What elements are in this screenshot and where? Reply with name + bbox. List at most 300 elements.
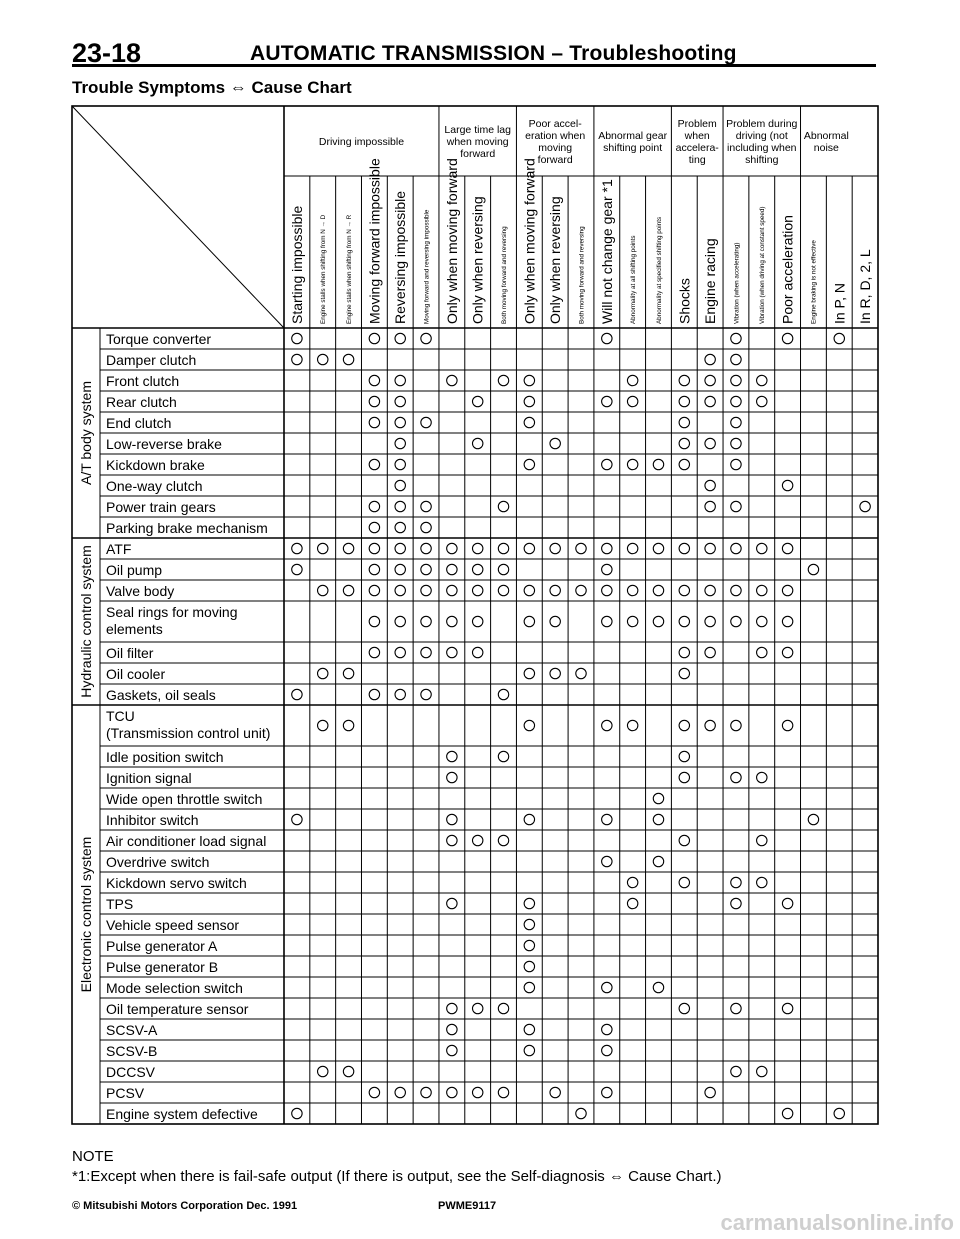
cause-mark [292, 333, 302, 343]
cause-row [106, 749, 690, 765]
cause-mark [421, 1087, 431, 1097]
cause-mark [292, 1108, 302, 1118]
row-label: Oil filter [106, 645, 154, 661]
cause-mark [343, 585, 353, 595]
cause-mark [447, 772, 457, 782]
cause-mark [782, 1003, 792, 1013]
cause-mark [602, 720, 612, 730]
column-header: Engine stalls when shifting from N → R [345, 214, 353, 324]
cause-mark [627, 877, 637, 887]
cause-mark [292, 814, 302, 824]
cause-mark [653, 856, 663, 866]
cause-mark [653, 459, 663, 469]
cause-mark [757, 835, 767, 845]
cause-mark [679, 375, 689, 385]
row-label: Air conditioner load signal [106, 833, 267, 849]
cause-mark [576, 1108, 586, 1118]
cause-mark [731, 772, 741, 782]
cause-row [106, 854, 664, 870]
cause-mark [602, 333, 612, 343]
cause-mark [653, 793, 663, 803]
cause-mark [627, 585, 637, 595]
cause-mark [395, 480, 405, 490]
cause-row [106, 687, 509, 703]
cause-row [106, 666, 690, 682]
column-header: Engine stalls when shifting from N → D [320, 214, 328, 324]
cause-mark [447, 543, 457, 553]
row-label: Low-reverse brake [106, 436, 222, 452]
cause-mark [757, 647, 767, 657]
group-header-line: shifting [745, 154, 779, 166]
cause-mark [627, 616, 637, 626]
cause-mark [550, 585, 560, 595]
row-label: Power train gears [106, 499, 216, 515]
footnote: *1:Except when there is fail-safe output (If there is output, see the Self-diagnosis ⇔ Cause Chart.) [72, 1168, 722, 1185]
row-label: Seal rings for moving [106, 604, 238, 620]
row-label: Vehicle speed sensor [106, 917, 240, 933]
cause-mark [782, 898, 792, 908]
column-header: Only when reversing [469, 196, 486, 324]
cause-mark [395, 522, 405, 532]
cause-mark [602, 1024, 612, 1034]
column-header: Moving forward and reversing impossible [423, 209, 431, 324]
row-label: One-way clutch [106, 478, 203, 494]
cause-mark [369, 689, 379, 699]
cause-mark [498, 375, 508, 385]
cause-mark [369, 616, 379, 626]
cause-mark [602, 543, 612, 553]
cause-mark [524, 961, 534, 971]
cause-mark [524, 585, 534, 595]
cause-mark [679, 751, 689, 761]
cause-mark [421, 417, 431, 427]
cause-mark [524, 417, 534, 427]
column-header: Vibration (when driving at constant speed) [759, 206, 767, 324]
row-label: Kickdown brake [106, 457, 205, 473]
cause-mark [447, 564, 457, 574]
cause-mark [472, 396, 482, 406]
cause-mark [679, 1003, 689, 1013]
cause-mark [808, 564, 818, 574]
row-label: Oil pump [106, 562, 163, 578]
cause-mark [602, 396, 612, 406]
cause-mark [447, 616, 457, 626]
cause-row [106, 917, 535, 933]
cause-mark [602, 814, 612, 824]
row-label: Torque converter [106, 331, 212, 347]
column-header: In R, D, 2, L [857, 249, 874, 324]
cause-row [106, 1022, 612, 1038]
cause-mark [318, 1066, 328, 1076]
row-label: End clutch [106, 415, 172, 431]
group-header-line: when [684, 130, 710, 142]
group-header-line: forward [460, 148, 496, 160]
cause-row [106, 1043, 612, 1059]
cause-mark [369, 1087, 379, 1097]
cause-mark [602, 616, 612, 626]
cause-mark [757, 877, 767, 887]
cause-row [106, 604, 793, 637]
cause-mark [653, 616, 663, 626]
cause-row [106, 499, 870, 515]
cause-mark [679, 668, 689, 678]
cause-mark [782, 647, 792, 657]
cause-mark [576, 585, 586, 595]
row-label: Oil cooler [106, 666, 166, 682]
cause-mark [679, 877, 689, 887]
page-title: AUTOMATIC TRANSMISSION – Troubleshooting [250, 42, 737, 65]
cause-row [106, 331, 844, 347]
cause-mark [627, 459, 637, 469]
cause-mark [524, 616, 534, 626]
cause-mark [472, 438, 482, 448]
cause-mark [524, 898, 534, 908]
cause-mark [447, 1087, 457, 1097]
cause-mark [627, 396, 637, 406]
cause-row [106, 1106, 844, 1122]
cause-mark [421, 585, 431, 595]
cause-mark [782, 480, 792, 490]
cause-mark [782, 585, 792, 595]
cause-mark [705, 585, 715, 595]
cause-row [106, 478, 793, 494]
cause-row [106, 708, 793, 741]
row-label: elements [106, 621, 163, 637]
cause-mark [679, 417, 689, 427]
column-header: Both moving forward and reversing [578, 226, 586, 324]
cause-mark [524, 720, 534, 730]
cause-mark [731, 898, 741, 908]
cause-mark [757, 772, 767, 782]
cause-mark [653, 585, 663, 595]
column-header: Will not change gear *1 [598, 179, 615, 324]
document-code: PWME9117 [438, 1200, 497, 1212]
group-header-line: Large time lag [444, 124, 511, 136]
cause-row [106, 896, 793, 912]
cause-row [106, 520, 431, 536]
cause-row [106, 770, 767, 786]
cause-mark [731, 877, 741, 887]
group-header-line: Driving impossible [318, 136, 405, 148]
cause-mark [757, 375, 767, 385]
cause-mark [395, 1087, 405, 1097]
cause-mark [369, 585, 379, 595]
cause-row [106, 1085, 715, 1101]
cause-mark [395, 417, 405, 427]
cause-mark [369, 501, 379, 511]
cause-mark [472, 543, 482, 553]
row-label: SCSV-B [106, 1043, 158, 1059]
row-label: Damper clutch [106, 352, 197, 368]
cause-row [106, 373, 767, 389]
cause-mark [421, 522, 431, 532]
cause-mark [395, 375, 405, 385]
cause-mark [421, 333, 431, 343]
cause-mark [498, 585, 508, 595]
cause-mark [576, 543, 586, 553]
cause-mark [343, 543, 353, 553]
cause-mark [421, 543, 431, 553]
row-label: Ignition signal [106, 770, 192, 786]
row-label: Gaskets, oil seals [106, 687, 216, 703]
cause-mark [447, 1045, 457, 1055]
cause-mark [731, 1066, 741, 1076]
cause-mark [834, 1108, 844, 1118]
cause-mark [524, 459, 534, 469]
cause-row [106, 541, 793, 557]
group-header-line: eration when [525, 130, 586, 142]
cause-mark [782, 720, 792, 730]
column-header: Abnormality at all shifting points [629, 235, 637, 324]
cause-row [106, 812, 819, 828]
cause-mark [472, 616, 482, 626]
row-label: TCU [106, 708, 135, 724]
cause-mark [395, 396, 405, 406]
cause-mark [498, 501, 508, 511]
cause-mark [679, 720, 689, 730]
row-label: (Transmission control unit) [106, 725, 271, 741]
cause-mark [757, 585, 767, 595]
cause-mark [498, 543, 508, 553]
cause-mark [550, 616, 560, 626]
cause-mark [679, 585, 689, 595]
cause-mark [602, 459, 612, 469]
cause-row [106, 833, 767, 849]
cause-mark [447, 1024, 457, 1034]
cause-mark [731, 354, 741, 364]
cause-mark [395, 616, 405, 626]
cause-mark [782, 333, 792, 343]
group-header-line: Problem [677, 118, 717, 130]
group-header-line: forward [537, 154, 573, 166]
cause-mark [550, 1087, 560, 1097]
column-header: Vibration (when accelerating) [733, 242, 741, 324]
cause-mark [395, 543, 405, 553]
cause-mark [705, 480, 715, 490]
cause-mark [395, 333, 405, 343]
row-label: Idle position switch [106, 749, 224, 765]
column-header: Only when moving forward [443, 158, 460, 324]
cause-mark [731, 720, 741, 730]
group-header-line: driving (not [735, 130, 788, 142]
cause-mark [421, 501, 431, 511]
cause-mark [731, 543, 741, 553]
cause-mark [524, 668, 534, 678]
cause-mark [627, 543, 637, 553]
cause-mark [498, 1003, 508, 1013]
group-header-line: noise [813, 142, 839, 154]
cause-mark [524, 375, 534, 385]
cause-mark [447, 814, 457, 824]
cause-mark [576, 668, 586, 678]
cause-mark [343, 354, 353, 364]
cause-mark [292, 354, 302, 364]
cause-mark [369, 459, 379, 469]
note-label: NOTE [72, 1148, 114, 1165]
cause-mark [679, 543, 689, 553]
cause-mark [705, 720, 715, 730]
cause-mark [705, 501, 715, 511]
cause-mark [627, 720, 637, 730]
row-label: Engine system defective [106, 1106, 258, 1122]
cause-mark [447, 1003, 457, 1013]
cause-mark [834, 333, 844, 343]
cause-row [106, 980, 664, 996]
cause-mark [808, 814, 818, 824]
cause-mark [395, 438, 405, 448]
cause-mark [705, 647, 715, 657]
cause-mark [602, 585, 612, 595]
row-label: Inhibitor switch [106, 812, 199, 828]
cause-mark [498, 564, 508, 574]
cause-mark [318, 354, 328, 364]
column-header: In P, N [831, 283, 848, 324]
cause-mark [731, 417, 741, 427]
cause-mark [757, 1066, 767, 1076]
column-header: Both moving forward and reversing [500, 226, 508, 324]
watermark: carmanualsonline.info [720, 1210, 954, 1235]
cause-mark [498, 689, 508, 699]
cause-mark [369, 522, 379, 532]
row-label: Pulse generator B [106, 959, 219, 975]
row-label: Overdrive switch [106, 854, 210, 870]
cause-mark [731, 438, 741, 448]
cause-mark [602, 1045, 612, 1055]
cause-mark [369, 417, 379, 427]
cause-mark [679, 772, 689, 782]
cause-row [106, 645, 793, 661]
column-header: Reversing impossible [392, 190, 409, 324]
system-label: Electronic control system [78, 836, 94, 993]
system-label: Hydraulic control system [78, 545, 94, 698]
cause-mark [679, 459, 689, 469]
group-header-line: including when [727, 142, 797, 154]
cause-mark [292, 543, 302, 553]
cause-mark [343, 720, 353, 730]
row-label: Kickdown servo switch [106, 875, 247, 891]
group-header-line: shifting point [603, 142, 663, 154]
cause-mark [395, 585, 405, 595]
cause-mark [498, 751, 508, 761]
column-header: Engine racing [702, 238, 719, 324]
cause-mark [292, 564, 302, 574]
row-label: Valve body [106, 583, 175, 599]
cause-mark [369, 647, 379, 657]
cause-mark [782, 543, 792, 553]
cause-mark [369, 564, 379, 574]
cause-mark [705, 616, 715, 626]
column-header: Only when reversing [547, 196, 564, 324]
cause-mark [627, 898, 637, 908]
cause-mark [731, 375, 741, 385]
cause-mark [524, 1045, 534, 1055]
cause-mark [395, 564, 405, 574]
cause-mark [731, 1003, 741, 1013]
column-header: Starting impossible [288, 205, 305, 324]
cause-mark [318, 585, 328, 595]
group-header-line: moving [538, 142, 573, 154]
cause-mark [343, 1066, 353, 1076]
cause-mark [421, 689, 431, 699]
cause-mark [653, 982, 663, 992]
cause-mark [292, 689, 302, 699]
cause-mark [318, 720, 328, 730]
chart-title: Trouble Symptoms ⇔ Cause Chart [72, 78, 352, 97]
group-header-line: Abnormal gear [598, 130, 668, 142]
cause-mark [395, 501, 405, 511]
cause-mark [860, 501, 870, 511]
column-header: Abnormality at specified shifting points [655, 216, 663, 324]
cause-mark [421, 647, 431, 657]
cause-row [106, 562, 819, 578]
cause-mark [679, 396, 689, 406]
group-header-line: ting [688, 154, 706, 166]
cause-mark [731, 501, 741, 511]
cause-mark [705, 375, 715, 385]
cause-mark [318, 668, 328, 678]
cause-mark [524, 814, 534, 824]
row-label: SCSV-A [106, 1022, 158, 1038]
group-header-line: when moving [446, 136, 509, 148]
cause-mark [679, 616, 689, 626]
cause-mark [343, 668, 353, 678]
cause-mark [318, 543, 328, 553]
cause-mark [447, 898, 457, 908]
group-header-line: Problem during [726, 118, 798, 130]
row-label: DCCSV [106, 1064, 156, 1080]
cause-row [106, 938, 535, 954]
column-header: Engine braking is not effective [810, 240, 818, 324]
group-header-line: Poor accel- [528, 118, 582, 130]
cause-row [106, 791, 664, 807]
cause-mark [782, 616, 792, 626]
cause-mark [653, 814, 663, 824]
cause-mark [524, 919, 534, 929]
row-label: TPS [106, 896, 134, 912]
cause-mark [472, 647, 482, 657]
cause-mark [524, 940, 534, 950]
cause-row [106, 1064, 767, 1080]
cause-mark [705, 438, 715, 448]
cause-mark [731, 333, 741, 343]
cause-row [106, 1001, 793, 1017]
cause-row [106, 583, 793, 599]
cause-mark [472, 1087, 482, 1097]
cause-mark [757, 396, 767, 406]
cause-mark [447, 585, 457, 595]
cause-mark [705, 543, 715, 553]
column-header: Moving forward impossible [366, 158, 383, 324]
cause-mark [395, 459, 405, 469]
group-header-line: accelera- [675, 142, 719, 154]
cause-mark [602, 1087, 612, 1097]
cause-mark [447, 647, 457, 657]
cause-mark [524, 1024, 534, 1034]
system-label: A/T body system [78, 380, 94, 486]
column-header: Poor acceleration [779, 215, 796, 324]
row-label: Parking brake mechanism [106, 520, 268, 536]
cause-mark [550, 438, 560, 448]
cause-mark [731, 459, 741, 469]
column-header: Only when moving forward [521, 158, 538, 324]
cause-mark [498, 1087, 508, 1097]
cause-mark [602, 982, 612, 992]
cause-mark [524, 982, 534, 992]
row-label: Mode selection switch [106, 980, 243, 996]
cause-mark [679, 835, 689, 845]
cause-mark [782, 1108, 792, 1118]
row-label: Wide open throttle switch [106, 791, 263, 807]
